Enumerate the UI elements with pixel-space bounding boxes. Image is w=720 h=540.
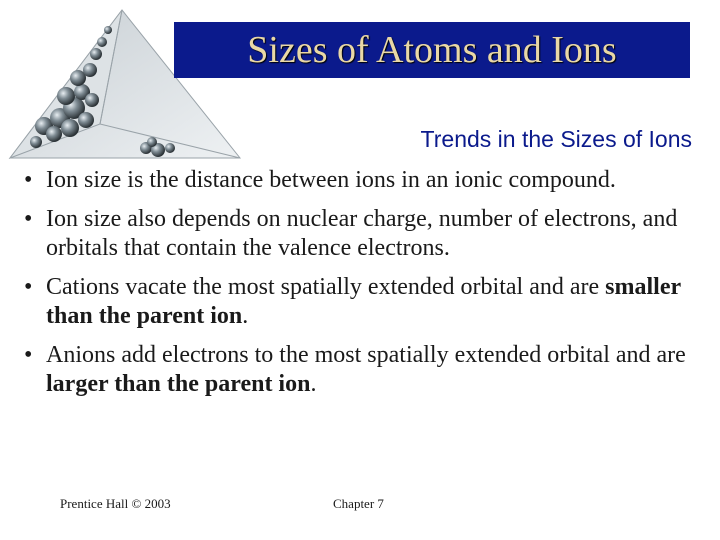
bullet-marker: • [24, 342, 33, 368]
bullet-text: Cations vacate the most spatially extended orbital and are [46, 274, 606, 300]
bullet-list [24, 166, 696, 409]
bullet-marker: • [24, 274, 33, 300]
title-bar [174, 22, 690, 78]
footer-chapter: Chapter 7 [333, 496, 384, 511]
bullet-text: Ion size also depends on nuclear charge, number of electrons, and orbitals that contain the valence electrons. [46, 206, 678, 261]
slide-subtitle: Trends in the Sizes of Ions [420, 126, 692, 152]
bullet-item [24, 166, 696, 195]
footer-copyright: Prentice Hall © 2003 [60, 496, 171, 511]
bullet-item [24, 205, 696, 263]
bullet-marker: • [24, 167, 33, 193]
bullet-end: . [242, 303, 249, 329]
bullet-text: Anions add electrons to the most spatially extended orbital and are [46, 342, 686, 368]
bullet-item [24, 341, 696, 399]
bullet-marker: • [24, 206, 33, 232]
slide-title: Sizes of Atoms and Ions [247, 29, 617, 71]
bullet-emphasis: larger than the parent ion [46, 371, 311, 397]
bullet-end: . [310, 371, 317, 397]
bullet-item [24, 273, 696, 331]
bullet-text: Ion size is the distance between ions in an ionic compound. [46, 167, 616, 193]
bullet-emphasis: smaller than the parent ion [46, 274, 681, 329]
